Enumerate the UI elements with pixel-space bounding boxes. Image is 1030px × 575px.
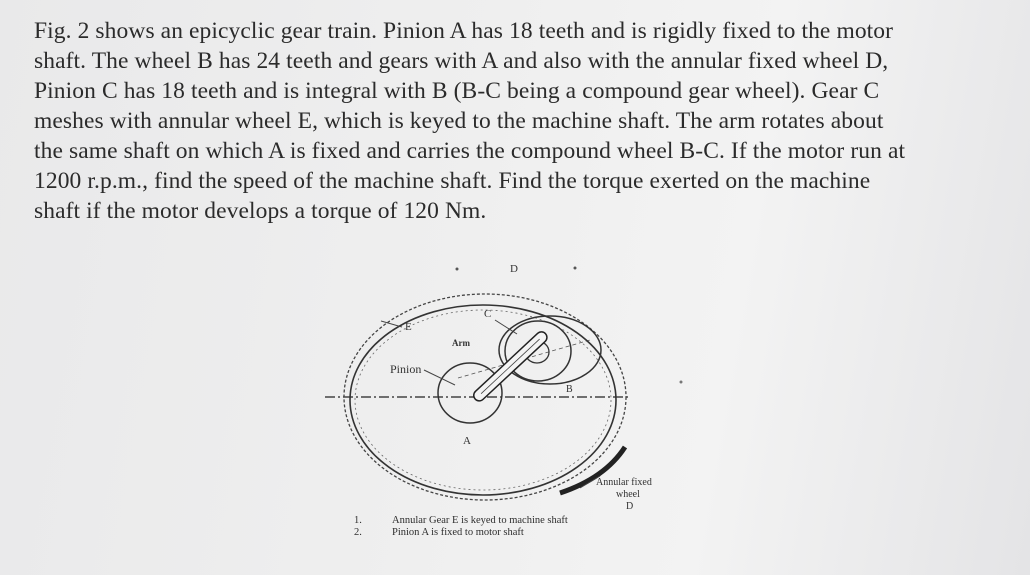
label-b: B: [566, 384, 573, 395]
note-text: Pinion A is fixed to motor shaft: [392, 527, 524, 538]
label-annular-line3: D: [626, 501, 634, 512]
note-item: [350, 527, 612, 539]
note-number: 2.: [354, 527, 362, 538]
dot-mark: [456, 268, 459, 271]
label-a: A: [463, 435, 471, 447]
problem-line: shaft if the motor develops a torque of 120 Nm.: [34, 198, 487, 224]
gear-b: [499, 316, 601, 384]
label-arm: Arm: [452, 338, 470, 348]
pinion-c: [505, 321, 571, 381]
problem-line: the same shaft on which A is fixed and carries the compound wheel B-C. If the motor run at: [34, 138, 906, 164]
label-annular-line1: Annular fixed: [596, 477, 652, 488]
label-d: D: [510, 263, 518, 275]
label-pinion: Pinion: [390, 362, 422, 376]
pinion-a: [438, 363, 502, 423]
arm: [471, 330, 549, 404]
figure-notes: [350, 515, 612, 539]
label-annular-line2: wheel: [616, 489, 640, 500]
problem-line: 1200 r.p.m., find the speed of the machine shaft. Find the torque exerted on the machine: [34, 168, 871, 194]
label-e: E: [405, 321, 412, 333]
problem-line: Pinion C has 18 teeth and is integral with B (B-C being a compound gear wheel). Gear C: [34, 78, 880, 104]
problem-line: meshes with annular wheel E, which is keyed to the machine shaft. The arm rotates about: [34, 108, 884, 134]
dot-mark: [574, 267, 577, 270]
leader-e: [381, 321, 402, 327]
note-text: Annular Gear E is keyed to machine shaft: [392, 515, 568, 526]
note-item: [350, 515, 612, 527]
problem-line: shaft. The wheel B has 24 teeth and gears with A and also with the annular fixed wheel D,: [34, 48, 889, 74]
label-c: C: [484, 308, 492, 320]
note-number: 1.: [354, 515, 362, 526]
problem-line: Fig. 2 shows an epicyclic gear train. Pinion A has 18 teeth and is rigidly fixed to the motor: [34, 18, 894, 44]
dot-mark: [680, 381, 683, 384]
